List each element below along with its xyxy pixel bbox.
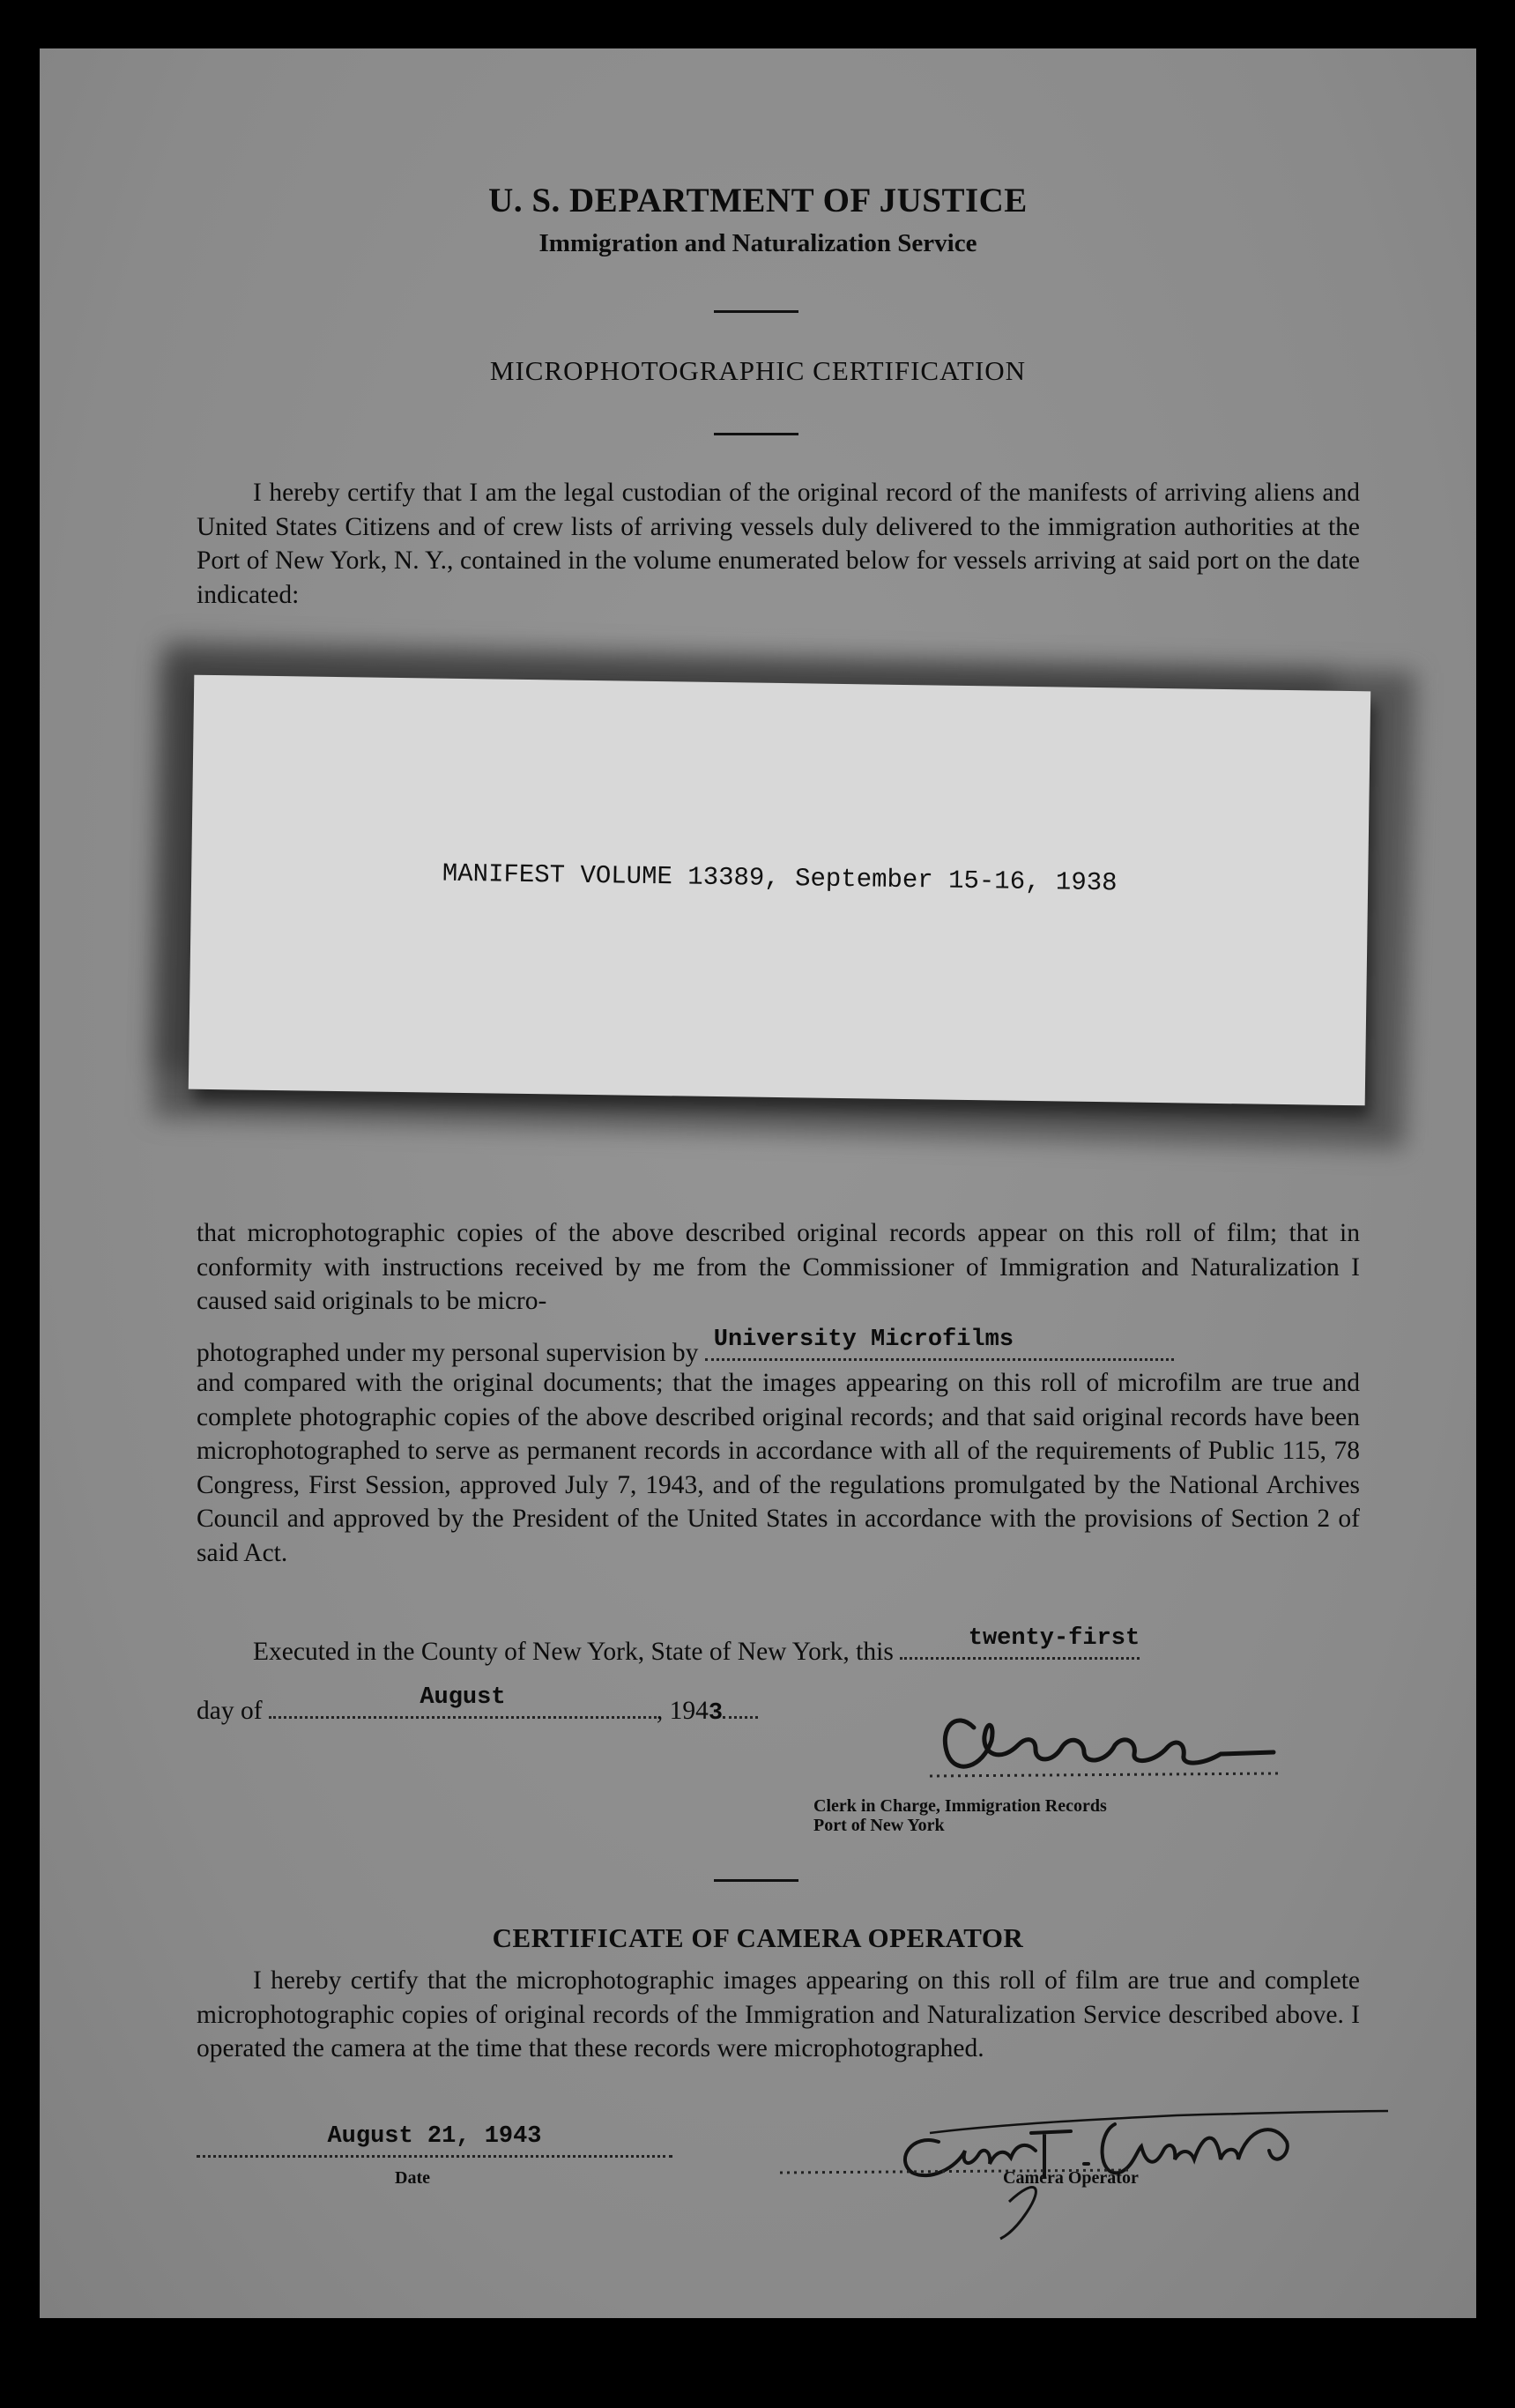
- day-of-label: day of: [197, 1697, 263, 1725]
- intro-paragraph: [197, 476, 1360, 612]
- divider: [714, 310, 798, 313]
- clerk-signature: [903, 1692, 1291, 1798]
- camera-certificate-heading: CERTIFICATE OF CAMERA OPERATOR: [492, 1922, 1024, 1953]
- camera-date-field: [197, 2122, 672, 2167]
- divider: [714, 433, 798, 435]
- month-value: August: [420, 1683, 506, 1711]
- body-text-part1: that microphotographic copies of the above described original records appear on this roll of film; that in conformity with instructions received by me from the Commissioner of Immigration and Naturalization I caused said originals to be micro-: [197, 1219, 1360, 1315]
- camera-date-dots: [197, 2122, 672, 2158]
- divider: [714, 1879, 798, 1882]
- camera-date-label: Date: [395, 2168, 430, 2188]
- camera-operator-signature: [780, 2045, 1397, 2239]
- manifest-volume-text: MANIFEST VOLUME 13389, September 15-16, 1938: [442, 858, 1118, 898]
- supervisor-field: [705, 1326, 1174, 1361]
- execution-line: [253, 1624, 1140, 1669]
- clerk-title-line2: Port of New York: [813, 1816, 945, 1835]
- body-text-part2: and compared with the original documents; that the images appearing on this roll of microfilm are true and complete photographic copies of the above described original records; and that said original records have been microphotographed to serve as permanent records in accordance with all of the requirements of Public 115, 78 Congress, First Session, approved July 7, 1943, and of the regulations promulgated by the National Archives Council and approved by the President of the United States in accordance with the provisions of Section 2 of said Act.: [197, 1369, 1360, 1567]
- camera-operator-label: Camera Operator: [1003, 2168, 1139, 2188]
- manifest-slip: [189, 675, 1370, 1106]
- year-prefix: , 194: [656, 1697, 709, 1725]
- body-paragraph-part1: [197, 1216, 1360, 1319]
- execution-day-field: [900, 1624, 1140, 1660]
- clerk-title: [813, 1796, 1107, 1835]
- supervision-line: [197, 1326, 1174, 1371]
- intro-text: I hereby certify that I am the legal custodian of the original record of the manifests of arriving aliens and United States Citizens and of crew lists of arriving vessels duly delivered to the immigration authorities at the Port of New York, N. Y., contained in the volume enumerated below for vessels arriving at said port on the date indicated:: [197, 479, 1360, 609]
- camera-certificate-text: I hereby certify that the microphotographic images appearing on this roll of film are true and complete microphotographic copies of original records of the Immigration and Naturalization Service described above. I operated the camera at the time that these records were microphotographed.: [197, 1966, 1360, 2062]
- execution-day-value: twenty-first: [968, 1624, 1140, 1652]
- department-title: U. S. DEPARTMENT OF JUSTICE: [488, 182, 1028, 219]
- month-field: [269, 1683, 657, 1719]
- day-of-line: [197, 1683, 758, 1731]
- execution-prefix: Executed in the County of New York, State of New York, this: [253, 1638, 894, 1666]
- clerk-title-line1: Clerk in Charge, Immigration Records: [813, 1796, 1107, 1816]
- body-paragraph-part2: [197, 1366, 1360, 1570]
- camera-date-value: August 21, 1943: [327, 2122, 542, 2150]
- certificate-document: [40, 48, 1476, 2318]
- supervisor-value: University Microfilms: [713, 1326, 1014, 1353]
- supervision-prefix: photographed under my personal supervision by: [197, 1339, 699, 1367]
- service-subtitle: Immigration and Naturalization Service: [538, 229, 977, 257]
- year-digit: 3: [708, 1700, 724, 1727]
- form-title: MICROPHOTOGRAPHIC CERTIFICATION: [489, 355, 1027, 386]
- year-dots: [723, 1690, 758, 1719]
